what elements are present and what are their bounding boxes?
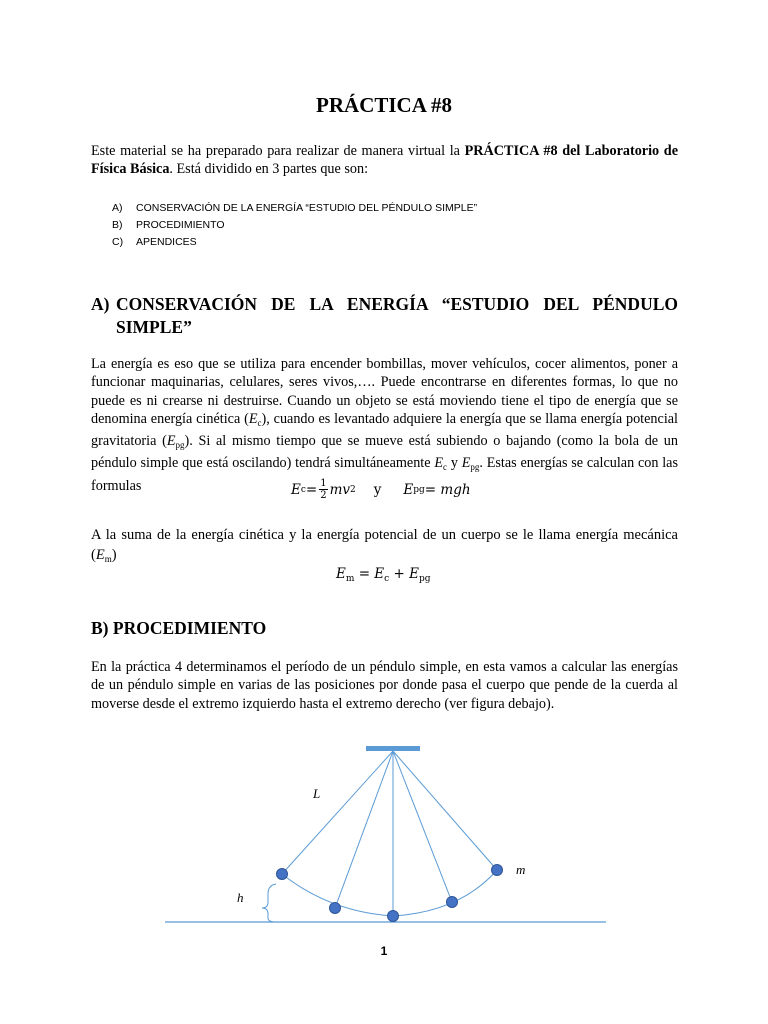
string-center-left (335, 751, 393, 908)
ec-subscript: c (257, 417, 262, 428)
section-b-paragraph: En la práctica 4 determinamos el período de un péndulo simple, en esta vamos a calcular las energías de un péndulo simple en varias de las posiciones por donde pasa el cuerpo que pende de la cuerda al moverse desde el extremo izquierdo hasta el extremo derecho (ver figura debajo). (91, 659, 678, 712)
support-bar (366, 746, 420, 751)
formula-subscript: c (384, 574, 390, 584)
label-mass: m (516, 862, 526, 877)
equals-sign: = (305, 481, 318, 498)
text-run: A la suma de la energía cinética y la energía potencial de un cuerpo se le llama energía mecánica ( (91, 527, 678, 563)
toc-item (112, 200, 477, 217)
section-a-title: CONSERVACIÓN DE LA ENERGÍA “ESTUDIO DEL PÉNDULO SIMPLE” (116, 294, 678, 337)
toc-label: PROCEDIMIENTO (136, 219, 225, 231)
string-right (393, 751, 497, 870)
formula-symbol: E (291, 481, 301, 498)
ec-symbol: E (248, 410, 258, 427)
page-number: 1 (380, 944, 388, 958)
section-a-paragraph-2 (91, 525, 678, 569)
toc-item (112, 217, 477, 234)
bob-center-right (447, 897, 458, 908)
formula-connector: y (373, 481, 382, 498)
text-run: ) (111, 547, 117, 563)
em-subscript: m (104, 554, 112, 564)
formula-term: = E (354, 566, 385, 582)
epg-symbol: E (166, 433, 176, 450)
formula-subscript: pg (413, 484, 425, 495)
text-run: La energía es eso que se utiliza para encender bombillas, mover vehículos, cocer alimentos, poner a funcionar maquinarias, celulares, seres vivos,…. Puede encontrarse en diferentes formas, lo que no puede es ni crearse ni destruirse. Cuando un objeto se está moviendo tiene el tipo de energía que se denomina energía cinética ( (91, 356, 678, 427)
fraction (319, 478, 327, 501)
formula-term: = mgh (424, 481, 471, 498)
mechanical-energy-formula (336, 566, 430, 584)
swing-arc (282, 870, 497, 916)
section-a-marker: A) (91, 294, 110, 314)
bob-center (388, 911, 399, 922)
string-center-right (393, 751, 452, 902)
string-left (282, 751, 393, 874)
page-title: PRÁCTICA #8 (316, 93, 452, 117)
text-run: . Estas energías se calculan con las formulas (91, 455, 679, 494)
table-of-contents (112, 200, 477, 251)
text-run: y (447, 455, 462, 472)
toc-marker: C) (112, 236, 124, 248)
fraction-numerator: 1 (320, 478, 327, 489)
label-length: L (313, 786, 321, 801)
formula-term: + E (389, 566, 419, 582)
intro-paragraph (91, 142, 678, 179)
label-height: h (237, 890, 244, 905)
formula-term: mv (329, 481, 351, 498)
bob-center-left (330, 903, 341, 914)
intro-text-bold: PRÁCTICA #8 del Laboratorio de Física Básica (91, 143, 678, 178)
formula-superscript: 2 (350, 484, 356, 495)
toc-marker: A) (112, 202, 123, 214)
toc-label: CONSERVACIÓN DE LA ENERGÍA “ESTUDIO DEL PÉNDULO SIMPLE” (136, 202, 478, 214)
epg-symbol: E (461, 455, 471, 472)
pendulum-figure (0, 730, 768, 945)
epg-subscript: pg (470, 462, 480, 473)
section-a-heading (91, 293, 678, 339)
formula-subscript: c (300, 484, 306, 495)
formula-subscript: m (345, 574, 355, 584)
intro-text-start: Este material se ha preparado para realizar de manera virtual la (91, 143, 465, 159)
ec-symbol: E (434, 455, 444, 472)
height-brace (262, 884, 276, 922)
em-symbol: E (95, 547, 105, 563)
text-run: ). Si al mismo tiempo que se mueve está subiendo o bajando (como la bola de un péndulo simple que está oscilando) tendrá simultáneamente (91, 433, 678, 472)
epg-subscript: pg (175, 440, 185, 451)
toc-marker: B) (112, 219, 123, 231)
bob-right (492, 865, 503, 876)
bob-left (277, 869, 288, 880)
fraction-denominator: 2 (320, 490, 327, 501)
formula-subscript: pg (418, 574, 431, 584)
intro-text-end: . Está dividido en 3 partes que son: (169, 161, 369, 178)
pendulum-diagram (0, 730, 768, 940)
ec-subscript: c (443, 462, 448, 473)
toc-label: APENDICES (136, 236, 197, 248)
section-a-paragraph-1 (91, 355, 678, 495)
section-b-heading: B) PROCEDIMIENTO (91, 618, 267, 638)
formula-symbol: E (403, 481, 414, 498)
text-run: ), cuando es levantado adquiere la energía que se llama energía potencial gravitatoria ( (91, 410, 678, 450)
toc-item (112, 234, 477, 251)
formula-symbol: E (336, 566, 346, 582)
kinetic-potential-formula (291, 478, 471, 501)
